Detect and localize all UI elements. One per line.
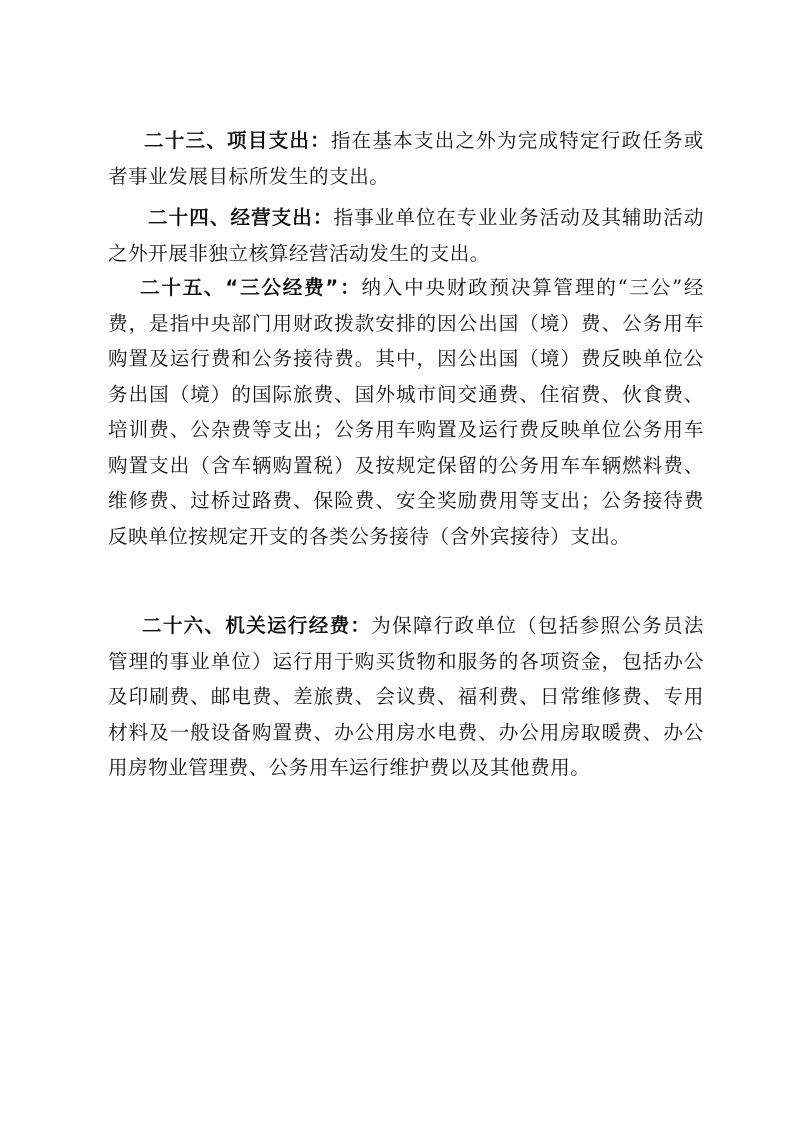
term-agency-operating-funds: 二十六、机关运行经费：	[142, 614, 372, 637]
paragraph-three-public-expenses	[108, 270, 704, 554]
term-operating-expenditure: 二十四、经营支出：	[148, 206, 334, 229]
paragraph-operating-expenditure	[108, 200, 704, 271]
term-project-expenditure: 二十三、项目支出：	[144, 129, 331, 152]
definition-three-public-expenses: 纳入中央财政预决算管理的“三公”经费，是指中央部门用财政拨款安排的因公出国（境）费、公务用车购置及运行费和公务接待费。其中，因公出国（境）费反映单位公务出国（境）的国际旅费、国外城市间交通费、住宿费、伙食费、培训费、公杂费等支出；公务用车购置及运行费反映单位公务用车购置支出（含车辆购置税）及按规定保留的公务用车车辆燃料费、维修费、过桥过路费、保险费、安全奖励费用等支出；公务接待费反映单位按规定开支的各类公务接待（含外宾接待）支出。	[108, 276, 705, 548]
definition-agency-operating-funds: 为保障行政单位（包括参照公务员法管理的事业单位）运行用于购买货物和服务的各项资金，包括办公及印刷费、邮电费、差旅费、会议费、福利费、日常维修费、专用材料及一般设备购置费、办公用房水电费、办公用房取暖费、办公用房物业管理费、公务用车运行维护费以及其他费用。	[108, 614, 704, 779]
paragraph-agency-operating-funds	[108, 608, 704, 786]
paragraph-project-expenditure	[108, 123, 704, 194]
term-three-public-expenses: 二十五、“三公经费”：	[140, 276, 362, 299]
definition-operating-expenditure: 指事业单位在专业业务活动及其辅助活动之外开展非独立核算经营活动发生的支出。	[108, 206, 704, 265]
definition-project-expenditure: 指在基本支出之外为完成特定行政任务或者事业发展目标所发生的支出。	[108, 129, 704, 188]
